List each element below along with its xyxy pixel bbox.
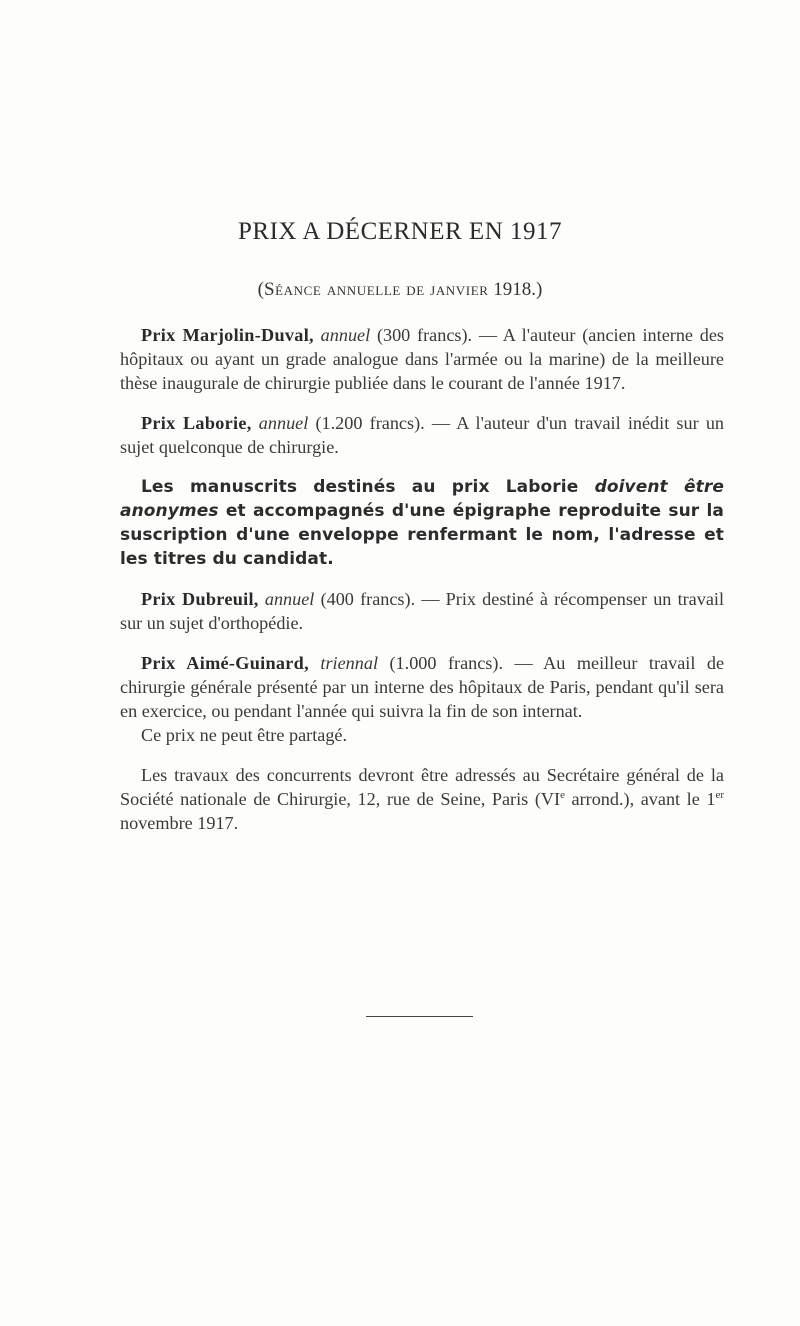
no-share-note: Ce prix ne peut être partagé. [141,725,348,745]
subtitle-label: Séance annuelle de janvier [263,279,489,300]
prize-frequency: annuel [258,413,309,433]
notice-text-start: Les manuscrits destinés au prix Laborie [141,477,579,497]
document-body [120,323,724,851]
end-rule [366,1016,473,1017]
prize-name: Prix Dubreuil, [141,589,259,609]
page-title: PRIX A DÉCERNER EN 1917 [237,218,563,245]
subtitle-year: 1918. [493,279,537,300]
subtitle-close-paren: ) [536,279,543,300]
superscript-er: er [715,788,724,801]
prize-paragraph-marjolin-duval [120,323,724,395]
prize-amount: (1.000 francs). [389,653,503,673]
prize-description: — A l'auteur (ancien interne des hôpitaux ou ayant un grade analogue dans l'armée ou la marine) de la meilleure thèse inaugurale de chirurgie publiée dans le courant de l'année 1917. [120,325,724,393]
superscript-e: e [560,788,565,801]
subtitle-open-paren: ( [257,279,264,300]
prize-name: Prix Laborie, [141,413,252,433]
prize-name: Prix Marjolin-Duval, [141,325,314,345]
prize-amount: (1.200 francs). [315,413,425,433]
prize-description: — Prix destiné à récompenser un travail sur un sujet d'orthopédie. [120,589,725,633]
session-subtitle [0,279,800,301]
prize-description: — Au meilleur travail de chirurgie générale présenté par un interne des hôpitaux de Paris, pendant qu'il sera en exercice, ou pendant l'année qui suivra la fin de son internat. [120,653,725,721]
notice-emphasis: doivent être anonymes [120,477,724,521]
prize-description: — A l'auteur d'un travail inédit sur un sujet quelconque de chirurgie. [120,413,725,457]
prize-frequency: annuel [320,325,371,345]
notice-text-end: et accompagnés d'une épigraphe reproduite sur la suscription d'une enveloppe renfermant le nom, l'adresse et les titres du candidat. [120,501,724,569]
prize-amount: (400 francs). [320,589,416,609]
prize-amount: (300 francs). [376,325,473,345]
prize-frequency: triennal [320,653,379,673]
prize-paragraph-aime-guinard [120,651,724,723]
closing-text: Les travaux des concurrents devront être adressés au Secrétaire général de la Société nationale de Chirurgie, 12, rue de Seine, Paris (VI [120,765,724,809]
closing-end: novembre 1917. [120,813,239,833]
prize-paragraph-laborie [120,411,724,459]
prize-paragraph-dubreuil [120,587,724,635]
closing-mid: arrond.), avant le 1 [564,789,716,809]
laborie-notice [120,475,724,571]
prize-frequency: annuel [264,589,315,609]
prize-name: Prix Aimé-Guinard, [141,653,309,673]
closing-paragraph [120,763,724,835]
